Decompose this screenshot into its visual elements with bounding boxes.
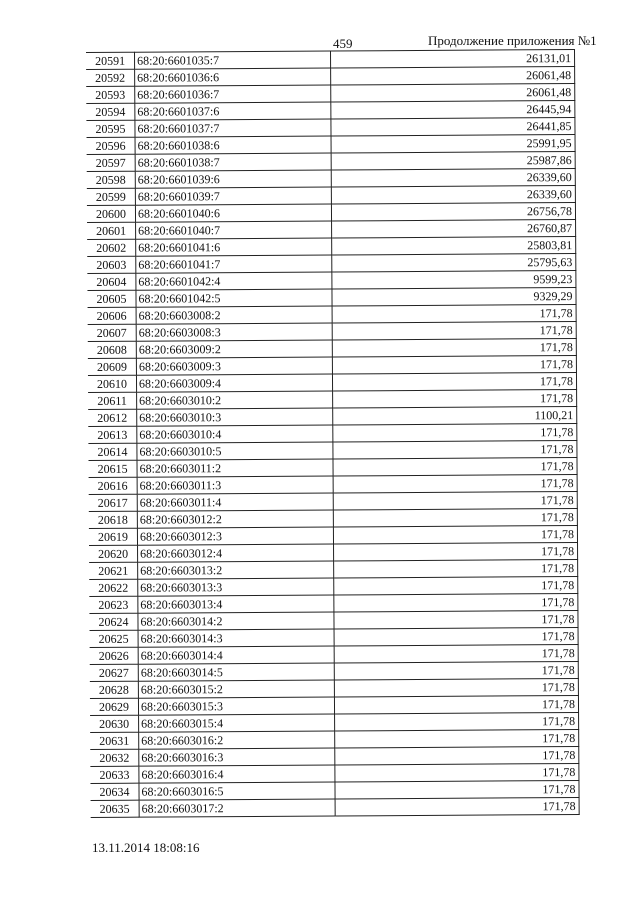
cadastral-number: 68:20:6603015:2 <box>138 680 334 698</box>
value-cell: 171,78 <box>333 509 577 527</box>
row-number: 20591 <box>86 52 135 69</box>
value-cell: 171,78 <box>333 390 577 408</box>
cadastral-number: 68:20:6603013:3 <box>138 578 334 596</box>
cadastral-number: 68:20:6601042:4 <box>136 272 332 290</box>
row-number: 20603 <box>87 256 136 273</box>
page-number: 459 <box>333 36 353 51</box>
value-cell: 171,78 <box>333 492 577 510</box>
row-number: 20595 <box>86 120 135 137</box>
cadastral-number: 68:20:6601040:7 <box>136 221 332 239</box>
value-cell: 1100,21 <box>333 407 577 425</box>
value-cell: 171,78 <box>332 305 576 323</box>
row-number: 20635 <box>91 800 140 817</box>
row-number: 20593 <box>86 86 135 103</box>
value-cell: 26760,87 <box>332 220 576 238</box>
value-cell: 171,78 <box>334 696 578 714</box>
row-number: 20619 <box>89 528 138 545</box>
value-cell: 171,78 <box>332 373 576 391</box>
cadastral-number: 68:20:6603013:4 <box>138 595 334 613</box>
cadastral-number: 68:20:6603017:2 <box>139 799 335 817</box>
row-number: 20627 <box>90 664 139 681</box>
cadastral-number: 68:20:6603011:4 <box>137 493 333 511</box>
row-number: 20626 <box>90 647 139 664</box>
row-number: 20622 <box>89 579 138 596</box>
row-number: 20610 <box>88 375 137 392</box>
row-number: 20601 <box>87 222 136 239</box>
value-cell: 171,78 <box>334 611 578 629</box>
value-cell: 26061,48 <box>331 67 575 85</box>
value-cell: 171,78 <box>332 356 576 374</box>
row-number: 20629 <box>90 698 139 715</box>
cadastral-number: 68:20:6601036:7 <box>135 85 331 103</box>
value-cell: 171,78 <box>335 747 579 765</box>
value-cell: 25795,63 <box>332 254 576 272</box>
row-number: 20612 <box>88 409 137 426</box>
cadastral-number: 68:20:6603016:4 <box>139 765 335 783</box>
value-cell: 171,78 <box>335 713 579 731</box>
value-cell: 171,78 <box>335 798 579 816</box>
cadastral-number: 68:20:6601038:6 <box>135 136 331 154</box>
row-number: 20604 <box>87 273 136 290</box>
row-number: 20631 <box>90 732 139 749</box>
register-table <box>86 49 580 818</box>
row-number: 20608 <box>88 341 137 358</box>
cadastral-number: 68:20:6601041:6 <box>136 238 332 256</box>
cadastral-number: 68:20:6603014:3 <box>138 629 334 647</box>
value-cell: 171,78 <box>334 679 578 697</box>
row-number: 20613 <box>88 426 137 443</box>
row-number: 20632 <box>90 749 139 766</box>
row-number: 20624 <box>89 613 138 630</box>
row-number: 20598 <box>87 171 136 188</box>
row-number: 20617 <box>89 494 138 511</box>
value-cell: 26131,01 <box>330 50 574 68</box>
cadastral-number: 68:20:6603014:5 <box>138 663 334 681</box>
cadastral-number: 68:20:6603009:2 <box>136 340 332 358</box>
row-number: 20609 <box>88 358 137 375</box>
row-number: 20596 <box>87 137 136 154</box>
value-cell: 171,78 <box>333 526 577 544</box>
row-number: 20633 <box>90 766 139 783</box>
cadastral-number: 68:20:6601039:6 <box>135 170 331 188</box>
value-cell: 171,78 <box>334 543 578 561</box>
row-number: 20625 <box>90 630 139 647</box>
cadastral-number: 68:20:6603012:4 <box>138 544 334 562</box>
row-number: 20597 <box>87 154 136 171</box>
cadastral-number: 68:20:6603014:4 <box>138 646 334 664</box>
cadastral-number: 68:20:6601037:7 <box>135 119 331 137</box>
value-cell: 9599,23 <box>332 271 576 289</box>
value-cell: 26441,85 <box>331 118 575 136</box>
value-cell: 26756,78 <box>331 203 575 221</box>
cadastral-number: 68:20:6603016:3 <box>139 748 335 766</box>
value-cell: 171,78 <box>334 594 578 612</box>
cadastral-number: 68:20:6603014:2 <box>138 612 334 630</box>
row-number: 20623 <box>89 596 138 613</box>
cadastral-number: 68:20:6603009:3 <box>136 357 332 375</box>
table-row <box>91 798 580 818</box>
value-cell: 171,78 <box>334 577 578 595</box>
value-cell: 171,78 <box>334 628 578 646</box>
cadastral-number: 68:20:6603008:2 <box>136 306 332 324</box>
cadastral-number: 68:20:6601041:7 <box>136 255 332 273</box>
cadastral-number: 68:20:6601042:5 <box>136 289 332 307</box>
cadastral-number: 68:20:6601038:7 <box>135 153 331 171</box>
cadastral-number: 68:20:6601036:6 <box>135 68 331 86</box>
footer-timestamp: 13.11.2014 18:08:16 <box>92 840 200 855</box>
value-cell: 26445,94 <box>331 101 575 119</box>
row-number: 20607 <box>88 324 137 341</box>
row-number: 20614 <box>88 443 137 460</box>
value-cell: 25987,86 <box>331 152 575 170</box>
cadastral-number: 68:20:6603012:3 <box>137 527 333 545</box>
cadastral-number: 68:20:6603015:3 <box>138 697 334 715</box>
cadastral-number: 68:20:6601035:7 <box>135 51 331 69</box>
row-number: 20620 <box>89 545 138 562</box>
row-number: 20602 <box>87 239 136 256</box>
cadastral-number: 68:20:6603009:4 <box>136 374 332 392</box>
register-table-body <box>86 50 579 818</box>
cadastral-number: 68:20:6603010:3 <box>137 408 333 426</box>
cadastral-number: 68:20:6603015:4 <box>139 714 335 732</box>
cadastral-number: 68:20:6603011:3 <box>137 476 333 494</box>
cadastral-number: 68:20:6603010:4 <box>137 425 333 443</box>
continuation-heading: Продолжение приложения №1 <box>428 33 597 48</box>
cadastral-number: 68:20:6601039:7 <box>135 187 331 205</box>
row-number: 20592 <box>86 69 135 86</box>
value-cell: 171,78 <box>334 560 578 578</box>
row-number: 20618 <box>89 511 138 528</box>
row-number: 20611 <box>88 392 137 409</box>
value-cell: 171,78 <box>334 645 578 663</box>
cadastral-number: 68:20:6603008:3 <box>136 323 332 341</box>
value-cell: 171,78 <box>333 424 577 442</box>
cadastral-number: 68:20:6603013:2 <box>138 561 334 579</box>
value-cell: 25991,95 <box>331 135 575 153</box>
row-number: 20634 <box>90 783 139 800</box>
value-cell: 25803,81 <box>332 237 576 255</box>
value-cell: 26061,48 <box>331 84 575 102</box>
row-number: 20621 <box>89 562 138 579</box>
row-number: 20606 <box>88 307 137 324</box>
value-cell: 171,78 <box>335 781 579 799</box>
value-cell: 171,78 <box>333 441 577 459</box>
value-cell: 26339,60 <box>331 169 575 187</box>
row-number: 20605 <box>87 290 136 307</box>
cadastral-number: 68:20:6603016:5 <box>139 782 335 800</box>
row-number: 20594 <box>86 103 135 120</box>
value-cell: 171,78 <box>334 662 578 680</box>
row-number: 20628 <box>90 681 139 698</box>
value-cell: 171,78 <box>332 339 576 357</box>
value-cell: 171,78 <box>333 458 577 476</box>
cadastral-number: 68:20:6603012:2 <box>137 510 333 528</box>
value-cell: 171,78 <box>335 764 579 782</box>
cadastral-number: 68:20:6603016:2 <box>139 731 335 749</box>
row-number: 20615 <box>88 460 137 477</box>
value-cell: 171,78 <box>333 475 577 493</box>
row-number: 20600 <box>87 205 136 222</box>
row-number: 20599 <box>87 188 136 205</box>
value-cell: 171,78 <box>335 730 579 748</box>
row-number: 20616 <box>89 477 138 494</box>
cadastral-number: 68:20:6601040:6 <box>135 204 331 222</box>
value-cell: 26339,60 <box>331 186 575 204</box>
cadastral-number: 68:20:6601037:6 <box>135 102 331 120</box>
cadastral-number: 68:20:6603010:2 <box>137 391 333 409</box>
cadastral-number: 68:20:6603010:5 <box>137 442 333 460</box>
cadastral-number: 68:20:6603011:2 <box>137 459 333 477</box>
value-cell: 9329,29 <box>332 288 576 306</box>
value-cell: 171,78 <box>332 322 576 340</box>
row-number: 20630 <box>90 715 139 732</box>
